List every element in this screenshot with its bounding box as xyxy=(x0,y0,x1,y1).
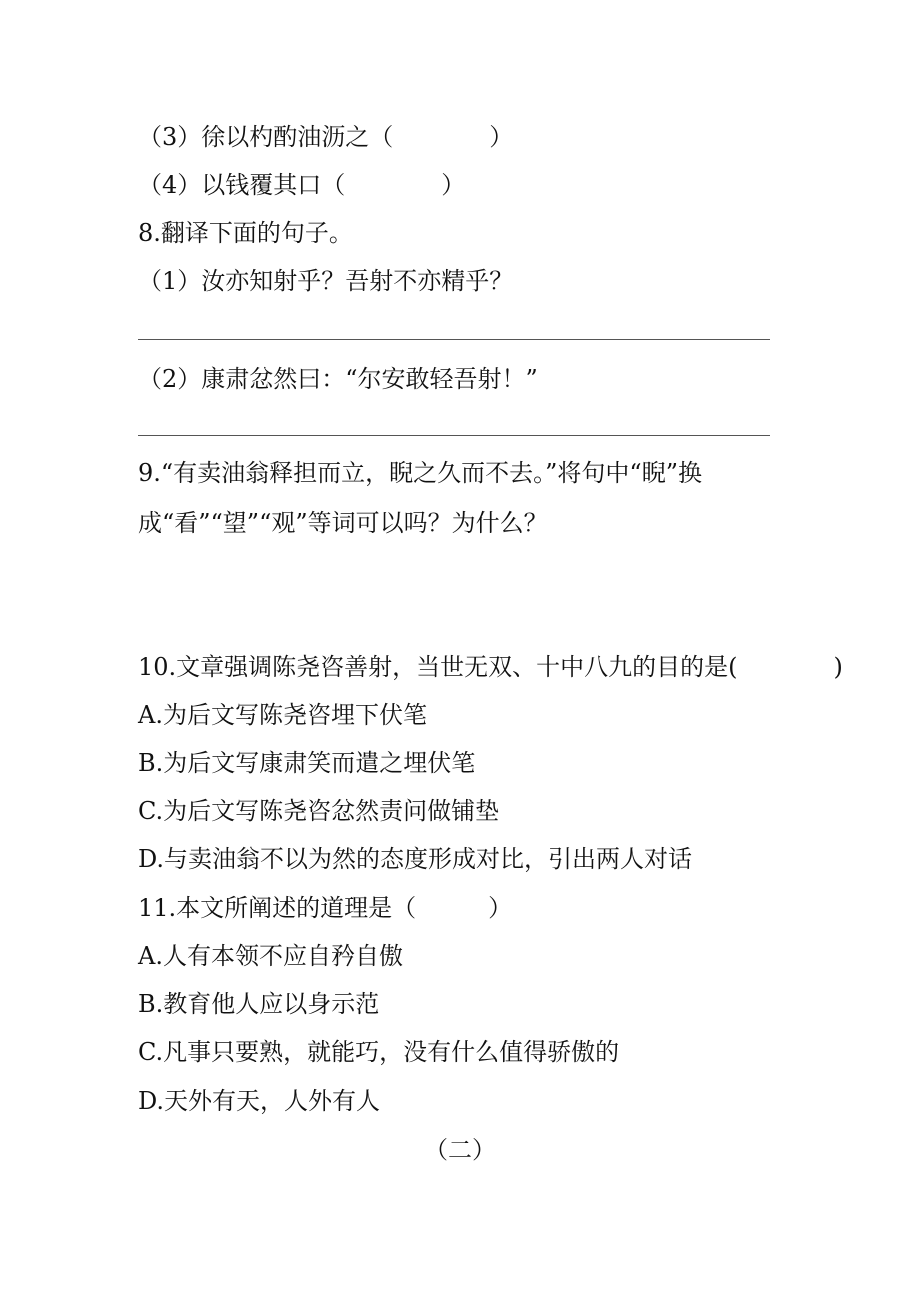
answer-line-1[interactable] xyxy=(138,339,770,340)
q10-option-d: D.与卖油翁不以为然的态度形成对比，引出两人对话 xyxy=(138,845,693,873)
q11-stem: 11.本文所阐述的道理是（ ） xyxy=(138,894,513,922)
q11-option-b: B.教育他人应以身示范 xyxy=(138,990,380,1018)
q10-option-c: C.为后文写陈尧咨忿然责问做铺垫 xyxy=(138,797,500,825)
q10-option-b: B.为后文写康肃笑而遣之埋伏笔 xyxy=(138,749,476,777)
q9-line-2: 成“看”“望”“观”等词可以吗？为什么？ xyxy=(138,509,548,537)
q9-line-1: 9.“有卖油翁释担而立，睨之久而不去。”将句中“睨”换 xyxy=(138,459,702,487)
q7-item-4: （4）以钱覆其口（ ） xyxy=(138,171,466,199)
q11-option-a: A.人有本领不应自矜自傲 xyxy=(138,942,403,970)
q10-stem: 10.文章强调陈尧咨善射，当世无双、十中八九的目的是( ) xyxy=(138,653,843,681)
q8-item-2: （2）康肃忿然曰：“尔安敢轻吾射！” xyxy=(138,365,538,393)
answer-line-2[interactable] xyxy=(138,435,770,436)
q10-option-a: A.为后文写陈尧咨埋下伏笔 xyxy=(138,701,427,729)
q11-option-c: C.凡事只要熟，就能巧，没有什么值得骄傲的 xyxy=(138,1038,620,1066)
q11-option-d: D.天外有天，人外有人 xyxy=(138,1087,381,1115)
q8-stem: 8.翻译下面的句子。 xyxy=(138,219,353,247)
q8-item-1: （1）汝亦知射乎？吾射不亦精乎？ xyxy=(138,267,514,295)
section-heading: （二） xyxy=(424,1136,496,1164)
q7-item-3: （3）徐以杓酌油沥之（ ） xyxy=(138,123,514,151)
